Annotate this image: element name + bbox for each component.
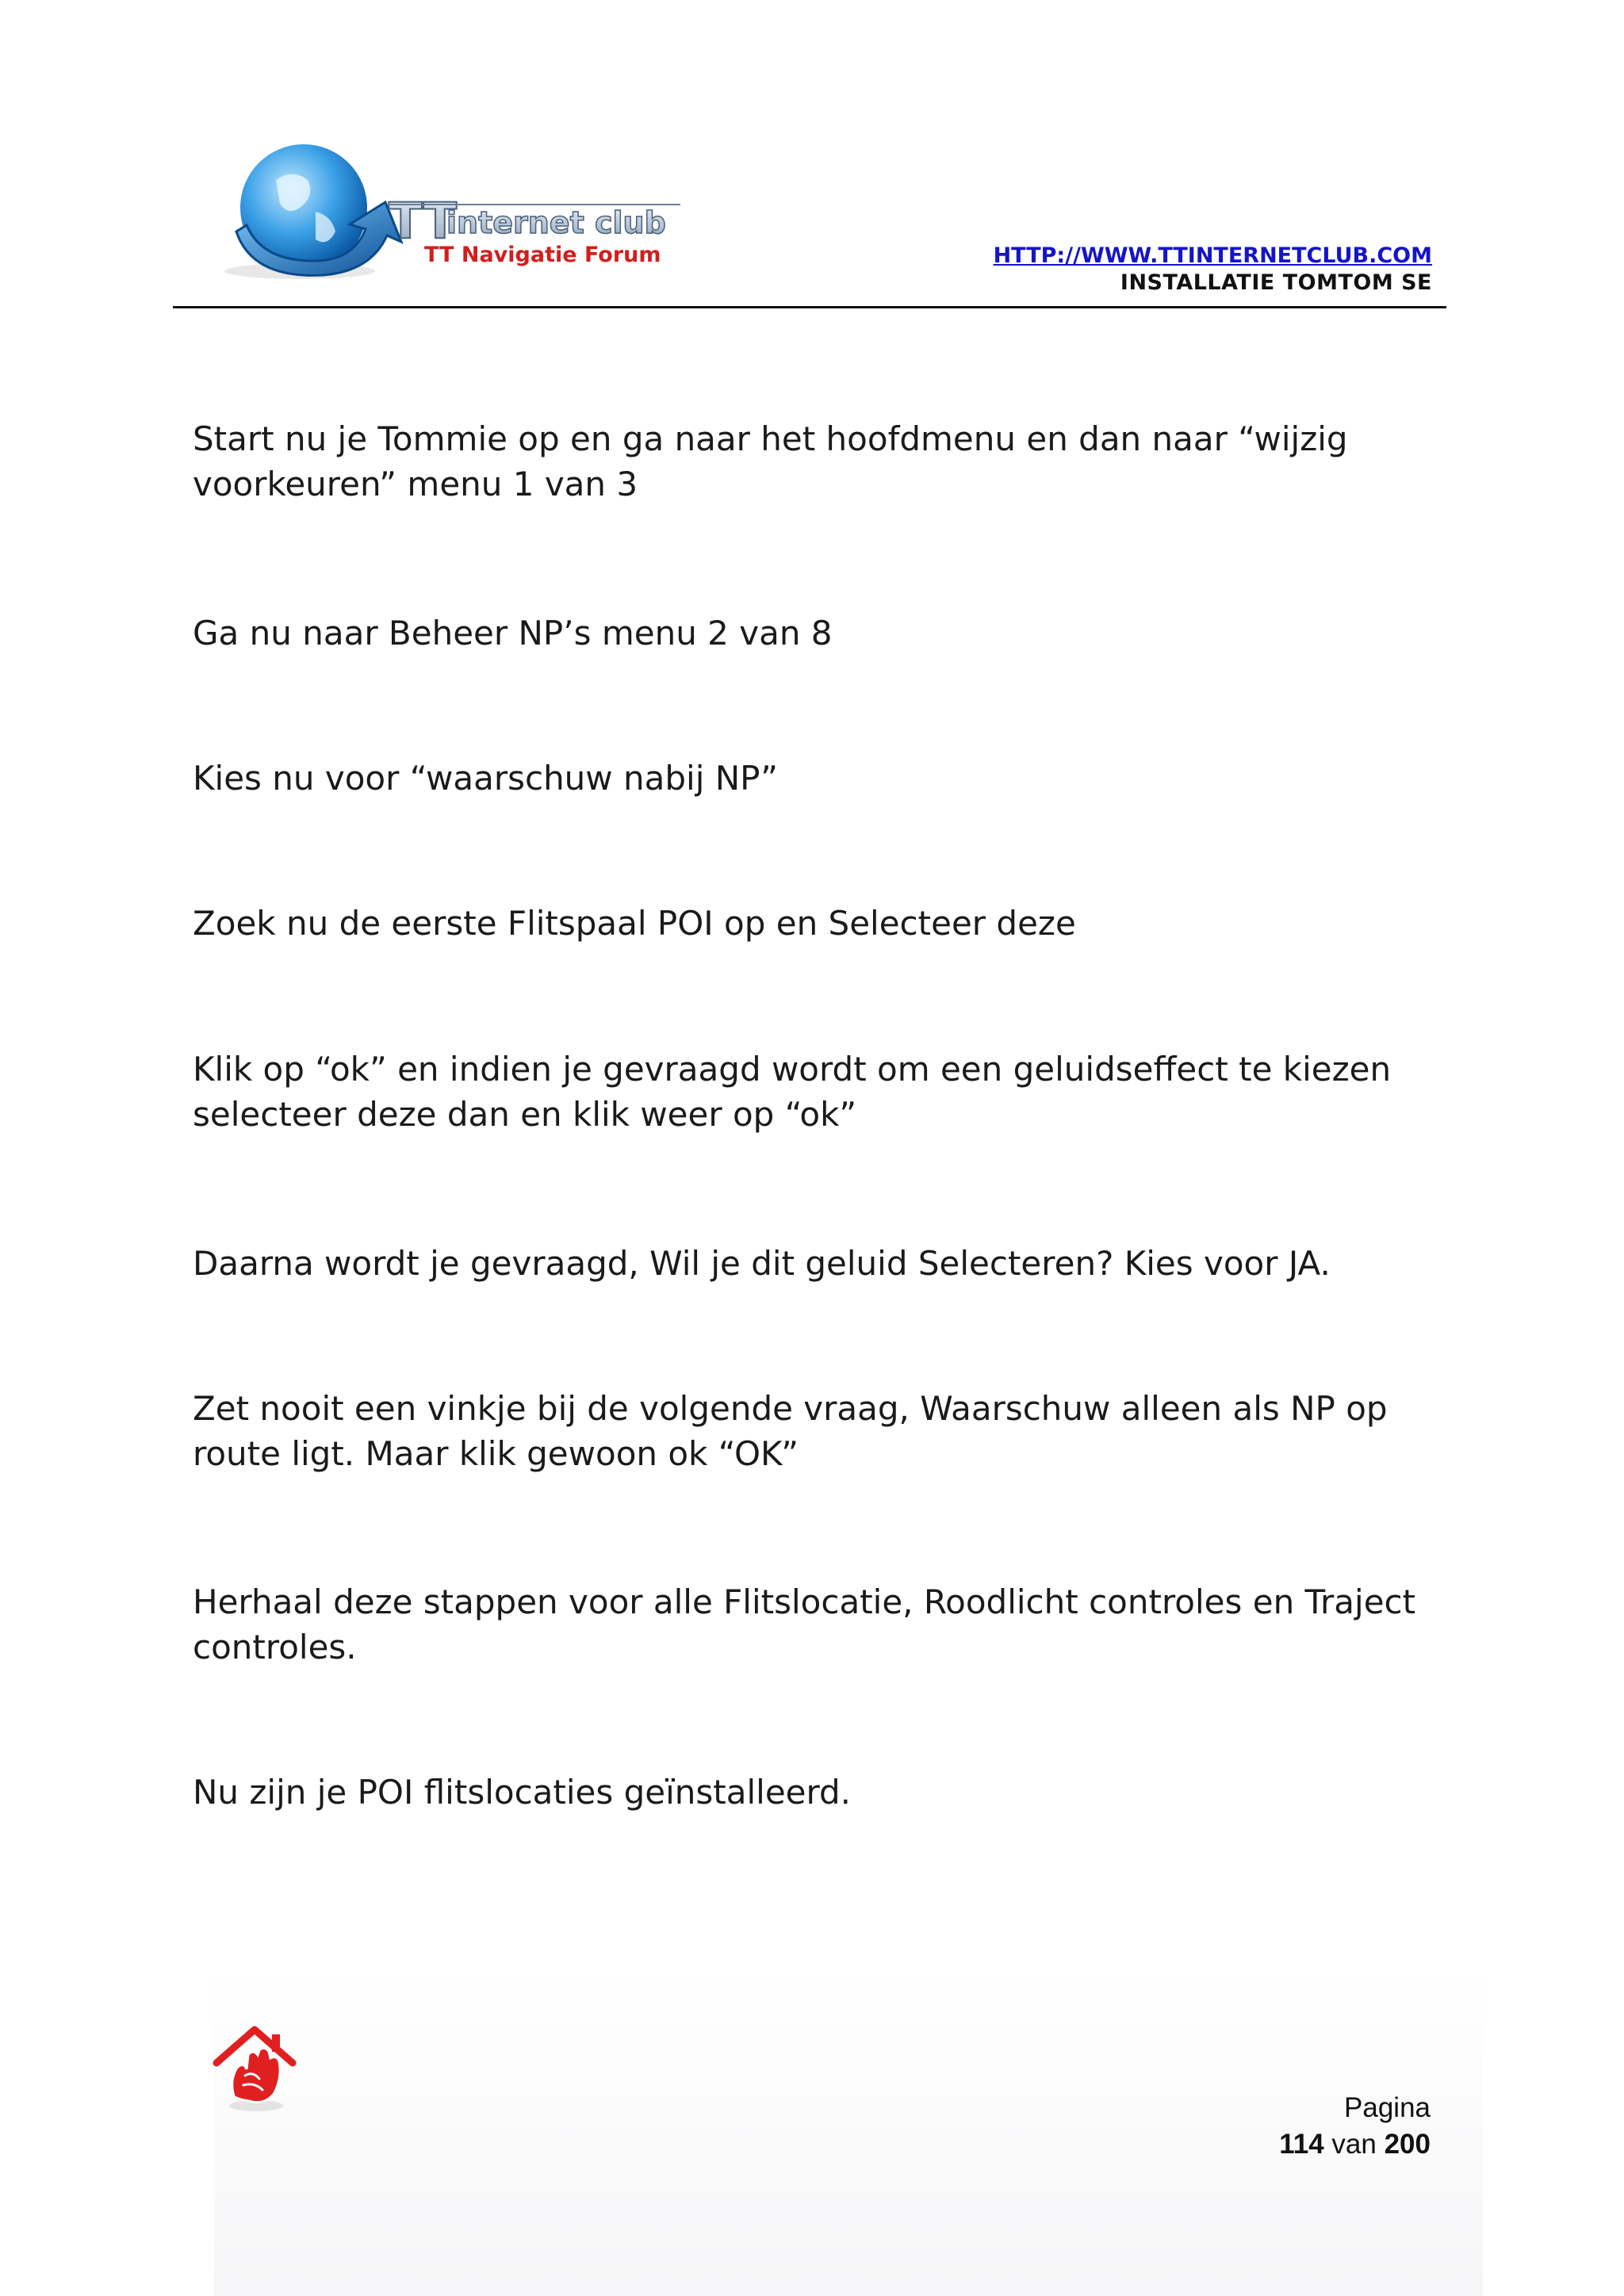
logo-club-text: internet club — [446, 205, 666, 240]
header-right — [994, 243, 1432, 297]
paragraph-9: Nu zijn je POI flitslocaties geïnstalleerd. — [193, 1773, 852, 1812]
header-logo — [213, 136, 688, 287]
paragraph-8: Herhaal deze stappen voor alle Flitslocatie, Roodlicht controles en Traject controles. — [193, 1582, 1416, 1667]
logo-tt-text: TT — [389, 192, 458, 250]
page-number-value: 114 — [1279, 2129, 1324, 2160]
header-divider — [173, 306, 1446, 308]
page-number-line — [1279, 2126, 1431, 2163]
page-total-value: 200 — [1384, 2129, 1431, 2160]
paragraph-7: Zet nooit een vinkje bij de volgende vraag, Waarschuw alleen als NP op route ligt. Maar klik gewoon ok “OK” — [193, 1389, 1388, 1473]
page-label: Pagina — [1344, 2092, 1431, 2123]
logo-subtitle: TT Navigatie Forum — [424, 243, 661, 267]
page-of-label: van — [1331, 2129, 1377, 2160]
page-indicator — [1279, 2090, 1431, 2163]
header-url-link[interactable]: HTTP://WWW.TTINTERNETCLUB.COM — [993, 243, 1432, 268]
globe-arrow-icon — [213, 136, 688, 287]
paragraph-2: Ga nu naar Beheer NP’s menu 2 van 8 — [193, 614, 833, 652]
paragraph-6: Daarna wordt je gevraagd, Wil je dit geluid Selecteren? Kies voor JA. — [193, 1244, 1331, 1283]
paragraph-4: Zoek nu de eerste Flitspaal POI op en Selecteer deze — [193, 904, 1076, 943]
header-doc-title: INSTALLATIE TOMTOM SE — [1120, 270, 1432, 295]
paragraph-1: Start nu je Tommie op en ga naar het hoofdmenu en dan naar “wijzig voorkeuren” menu 1 van 3 — [193, 419, 1348, 503]
paragraph-3: Kies nu voor “waarschuw nabij NP” — [193, 759, 778, 798]
home-hand-icon — [210, 2023, 299, 2115]
paragraph-5: Klik op “ok” en indien je gevraagd wordt om een geluidseffect te kiezen selecteer deze dan en klik weer op “ok” — [193, 1050, 1392, 1134]
